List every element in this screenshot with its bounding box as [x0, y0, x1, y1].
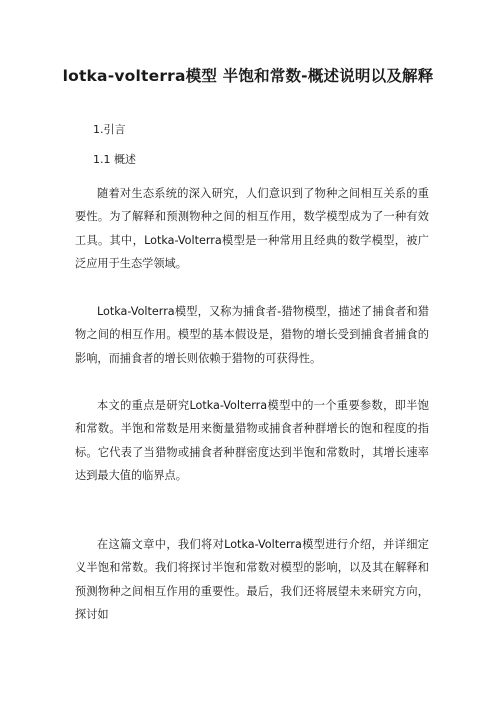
paragraph-3: 本文的重点是研究Lotka-Volterra模型中的一个重要参数，即半饱和常数。半饱和常数是用来衡量猎物或捕食者种群增长的饱和程度的指标。它代表了当猎物或捕食者种群密度达到半饱和常数时，其增长速率达到最大值的临界点。 — [75, 399, 429, 483]
paragraph-4: 在这篇文章中，我们将对Lotka-Volterra模型进行介绍，并详细定义半饱和常数。我们将探讨半饱和常数对模型的影响，以及其在解释和预测物种之间相互作用的重要性。最后，我们还将展望未来研究方向，探讨如 — [75, 538, 429, 622]
document-title: lotka-volterra模型 半饱和常数-概述说明以及解释 — [62, 67, 434, 85]
paragraph-1: 随着对生态系统的深入研究，人们意识到了物种之间相互关系的重要性。为了解释和预测物种之间的相互作用，数学模型成为了一种有效工具。其中，Lotka-Volterra模型是一种常用且经典的数学模型，被广泛应用于生态学领域。 — [75, 187, 429, 271]
section-heading: 1.引言 — [93, 123, 126, 136]
paragraph-2: Lotka-Volterra模型，又称为捕食者-猎物模型，描述了捕食者和猎物之间的相互作用。模型的基本假设是，猎物的增长受到捕食者捕食的影响，而捕食者的增长则依赖于猎物的可获得性。 — [75, 305, 429, 365]
subsection-heading: 1.1 概述 — [93, 153, 136, 166]
